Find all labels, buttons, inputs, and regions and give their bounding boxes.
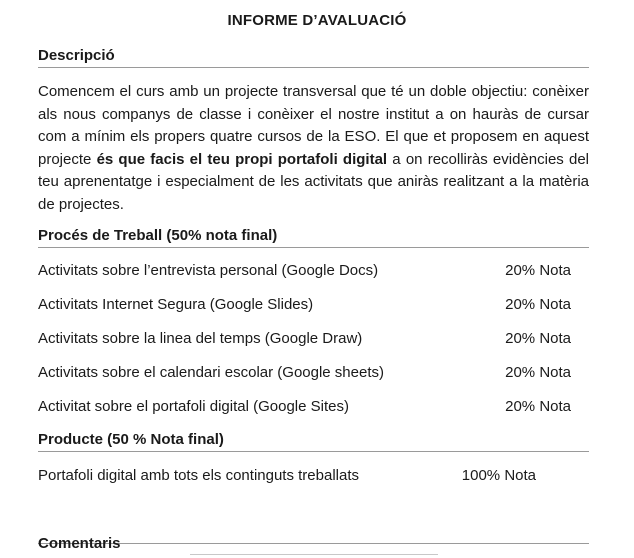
description-text-bold: és que facis el teu propi portafoli digital bbox=[96, 150, 388, 168]
activity-weight: 20% Nota bbox=[505, 262, 571, 279]
activity-weight: 20% Nota bbox=[505, 364, 571, 381]
activity-label: Activitats sobre la linea del temps (Google Draw) bbox=[38, 330, 363, 347]
activity-label: Activitats sobre l’entrevista personal (Google Docs) bbox=[38, 262, 379, 279]
description-heading: Descripció bbox=[38, 47, 589, 68]
activity-weight: 20% Nota bbox=[505, 296, 571, 313]
product-heading: Producte (50 % Nota final) bbox=[38, 431, 589, 452]
activity-weight: 20% Nota bbox=[505, 398, 571, 415]
description-text-end: a on recolliràs evidències del teu aprenentatge i especialment de les activitats que aniràs realitzant a la matèria de projectes. bbox=[38, 150, 589, 213]
description-text-start: Comencem el curs amb un projecte transversal que té un doble objectiu: conèixer als nous companys de classe i conèixer el nostre institut a on hauràs de cursar com a mínim els propers quatre cursos de la ESO. El que et proposem en aquest projecte bbox=[38, 83, 589, 168]
activity-weight: 20% Nota bbox=[505, 330, 571, 347]
product-label: Portafoli digital amb tots els continguts treballats bbox=[38, 467, 359, 484]
activity-label: Activitats sobre el calendari escolar (Google sheets) bbox=[38, 364, 384, 381]
comments-divider bbox=[38, 543, 589, 544]
activity-label: Activitat sobre el portafoli digital (Google Sites) bbox=[38, 398, 349, 415]
comments-box-edge bbox=[190, 554, 438, 555]
comments-heading: Comentaris bbox=[38, 535, 121, 552]
product-weight: 100% Nota bbox=[461, 467, 536, 484]
work-process-heading: Procés de Treball (50% nota final) bbox=[38, 227, 589, 248]
description-paragraph bbox=[38, 81, 589, 217]
activity-label: Activitats Internet Segura (Google Slides) bbox=[38, 296, 314, 313]
document-title: INFORME D’AVALUACIÓ bbox=[227, 12, 407, 29]
